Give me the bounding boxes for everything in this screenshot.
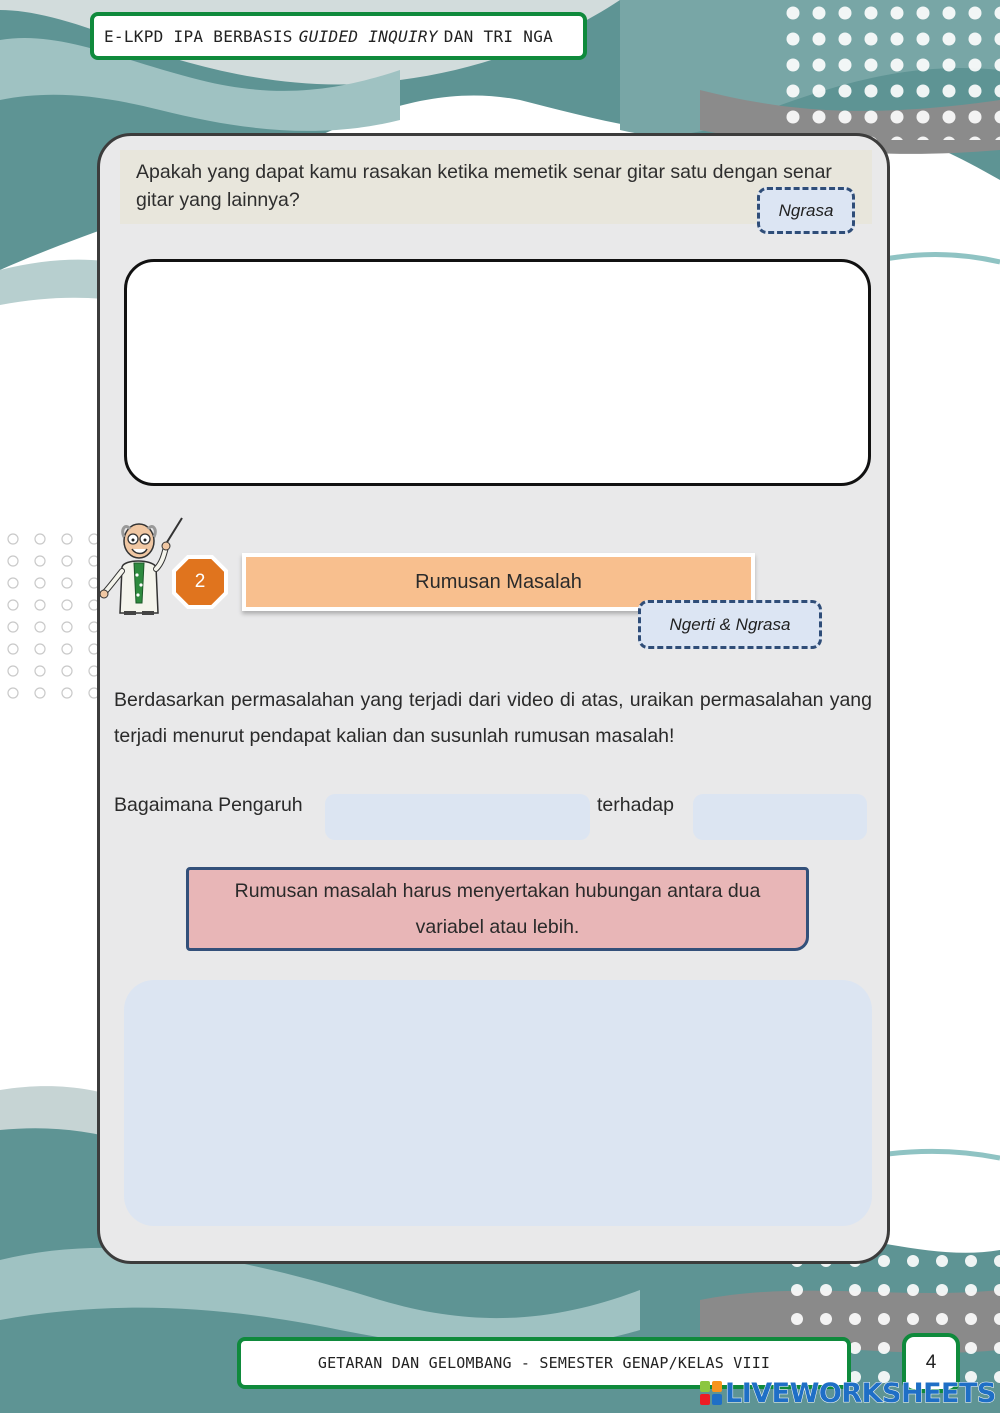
header-suffix: DAN TRI NGA [443, 26, 554, 46]
header-prefix: E-LKPD IPA BERBASIS [104, 26, 293, 46]
document-header [90, 12, 587, 60]
answer-box-1[interactable] [124, 259, 871, 486]
formula-label-start: Bagaimana Pengaruh [114, 794, 303, 816]
hint-box: Rumusan masalah harus menyertakan hubungan antara dua variabel atau lebih. [186, 867, 809, 951]
variable-2-input[interactable] [693, 794, 867, 840]
ngrasa-tag: Ngrasa [757, 187, 855, 234]
page-number: 4 [902, 1333, 960, 1393]
liveworksheets-logo-icon [699, 1380, 723, 1406]
brand-name: LIVEWORKSHEETS [725, 1377, 996, 1409]
liveworksheets-brand[interactable] [699, 1377, 996, 1409]
section-number-badge [172, 555, 228, 609]
header-italic: GUIDED INQUIRY [298, 26, 438, 46]
variable-1-input[interactable] [325, 794, 590, 840]
section-number: 2 [194, 571, 206, 592]
instruction-text: Berdasarkan permasalahan yang terjadi dari video di atas, uraikan permasalahan yang terjadi menurut pendapat kalian dan susunlah rumusan masalah! [114, 689, 872, 747]
ngerti-ngrasa-tag: Ngerti & Ngrasa [638, 600, 822, 649]
section-title: Rumusan Masalah [242, 553, 755, 611]
problem-formulation-answer[interactable] [124, 980, 872, 1226]
question-text: Apakah yang dapat kamu rasakan ketika memetik senar gitar satu dengan senar gitar yang lainnya? [120, 150, 872, 224]
formula-label-middle: terhadap [597, 794, 674, 816]
footer-title: GETARAN DAN GELOMBANG - SEMESTER GENAP/KELAS VIII [237, 1337, 851, 1389]
